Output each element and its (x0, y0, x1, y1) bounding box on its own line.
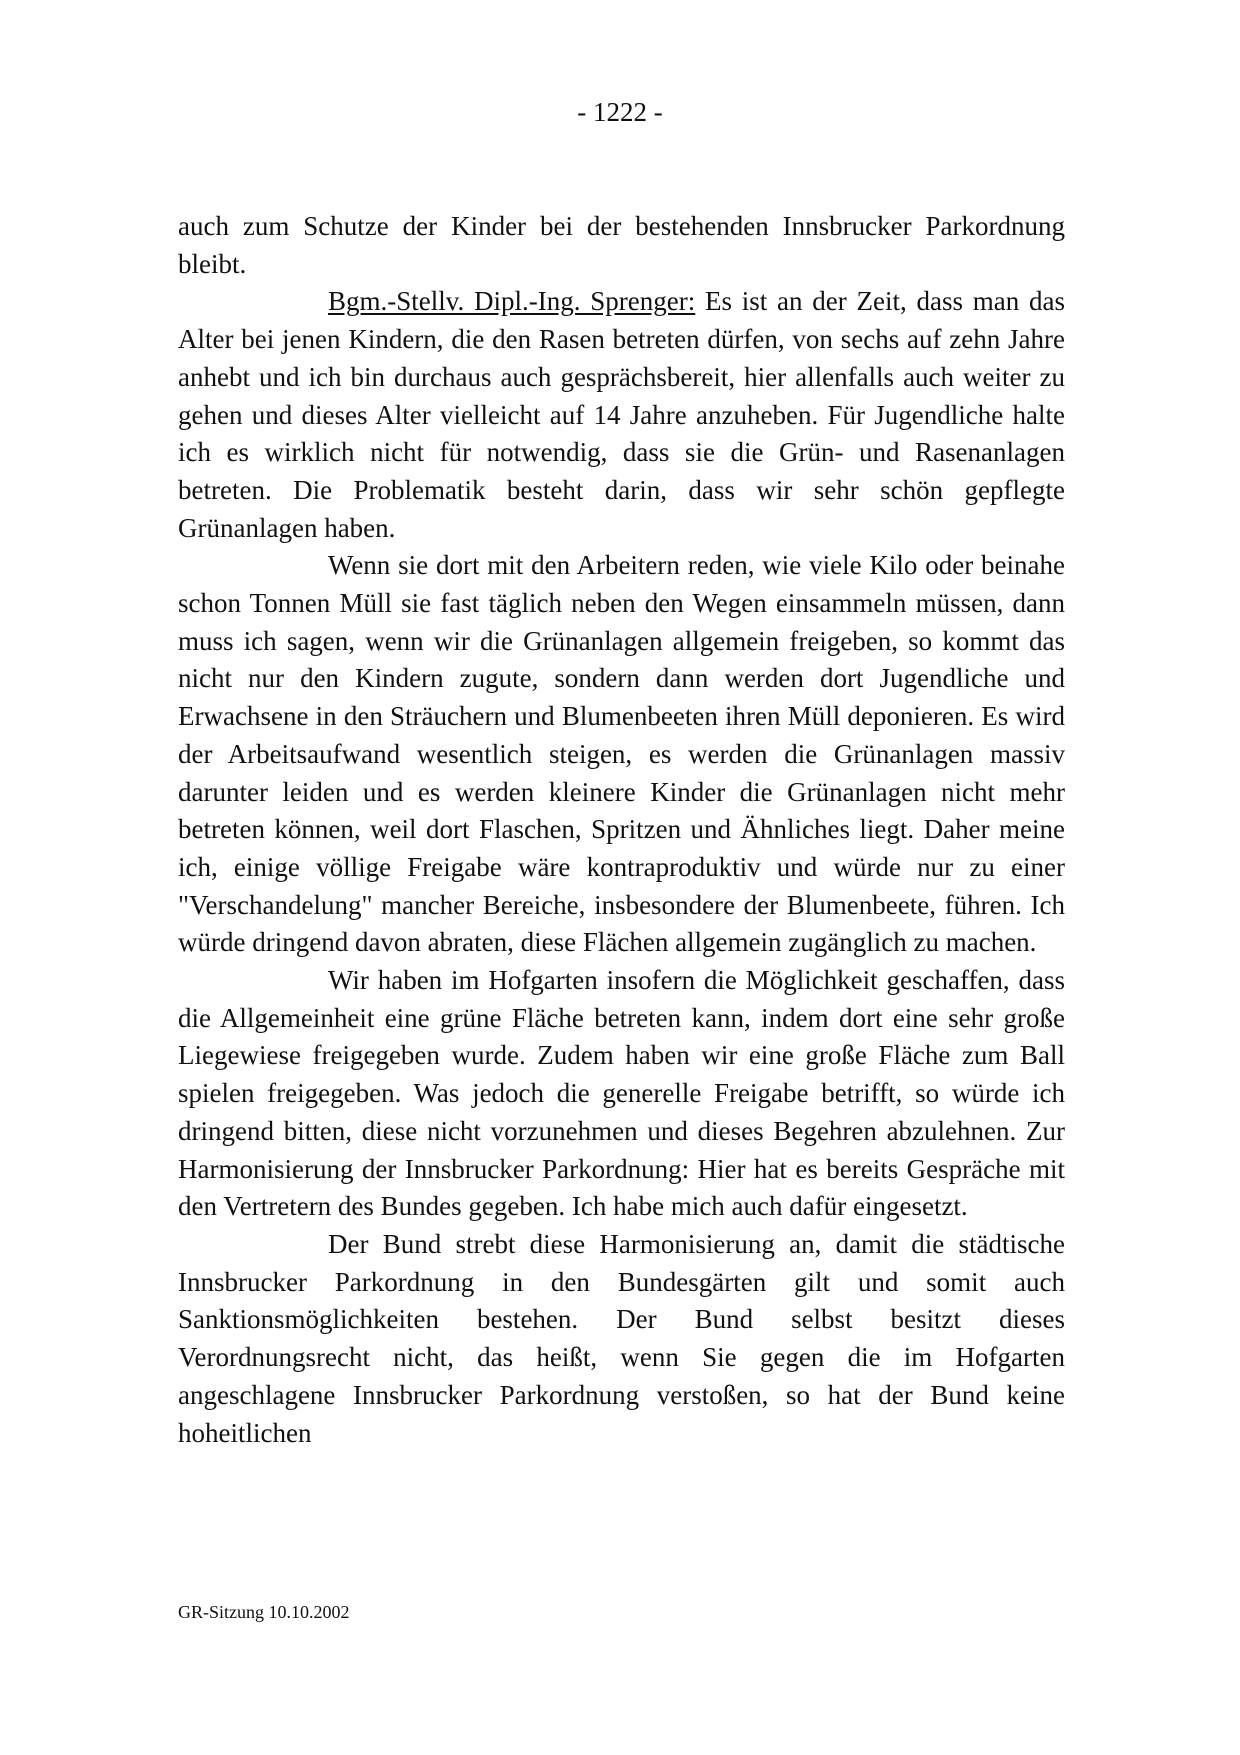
paragraph-speaker-statement (178, 283, 1065, 547)
speaker-statement-text: Es ist an der Zeit, dass man das Alter bei jenen Kindern, die den Rasen betreten dürfen, von sechs auf zehn Jahre anhebt und ich bin durchaus auch gesprächsbereit, hier allenfalls auch weiter zu gehen und dieses Alter vielleicht auf 14 Jahre anzuheben. Für Jugendliche halte ich es wirklich nicht für notwendig, dass sie die Grün- und Rasenanlagen betreten. Die Problematik besteht darin, dass wir sehr schön gepflegte Grünanlagen haben. (178, 286, 1065, 543)
page-number: - 1222 - (577, 97, 663, 127)
paragraph: Wenn sie dort mit den Arbeitern reden, wie viele Kilo oder beinahe schon Tonnen Müll sie fast täglich neben den Wegen einsammeln müssen, dann muss ich sagen, wenn wir die Grünanlagen allgemein freigeben, so kommt das nicht nur den Kindern zugute, sondern dann werden dort Jugendliche und Erwachsene in den Sträuchern und Blumenbeeten ihren Müll deponieren. Es wird der Arbeitsaufwand wesentlich steigen, es werden die Grünanlagen massiv darunter leiden und es werden kleinere Kinder die Grünanlagen nicht mehr betreten können, weil dort Flaschen, Spritzen und Ähnliches liegt. Daher meine ich, einige völlige Freigabe wäre kontraproduktiv und würde nur zu einer "Verschandelung" mancher Bereiche, insbesondere der Blumenbeete, führen. Ich würde dringend davon abraten, diese Flächen allgemein zugänglich zu machen. (178, 550, 1065, 958)
document-body (178, 208, 1065, 1452)
paragraph-continuation: auch zum Schutze der Kinder bei der bestehenden Innsbrucker Parkordnung bleibt. (178, 211, 1065, 279)
page-footer: GR-Sitzung 10.10.2002 (178, 1602, 350, 1622)
paragraph: Wir haben im Hofgarten insofern die Möglichkeit geschaffen, dass die Allgemeinheit eine grüne Fläche betreten kann, indem dort eine sehr große Liegewiese freigegeben wurde. Zudem haben wir eine große Fläche zum Ball spielen freigegeben. Was jedoch die generelle Freigabe betrifft, so würde ich dringend bitten, diese nicht vorzunehmen und dieses Begehren abzulehnen. Zur Harmonisierung der Innsbrucker Parkordnung: Hier hat es bereits Gespräche mit den Vertretern des Bundes gegeben. Ich habe mich auch dafür eingesetzt. (178, 965, 1065, 1222)
speaker-name: Bgm.-Stellv. Dipl.-Ing. Sprenger: (328, 286, 696, 317)
paragraph: Der Bund strebt diese Harmonisierung an, damit die städtische Innsbrucker Parkordnung in den Bundesgärten gilt und somit auch Sanktionsmöglichkeiten bestehen. Der Bund selbst besitzt dieses Verordnungsrecht nicht, das heißt, wenn Sie gegen die im Hofgarten angeschlagene Innsbrucker Parkordnung verstoßen, so hat der Bund keine hoheitlichen (178, 1228, 1065, 1448)
